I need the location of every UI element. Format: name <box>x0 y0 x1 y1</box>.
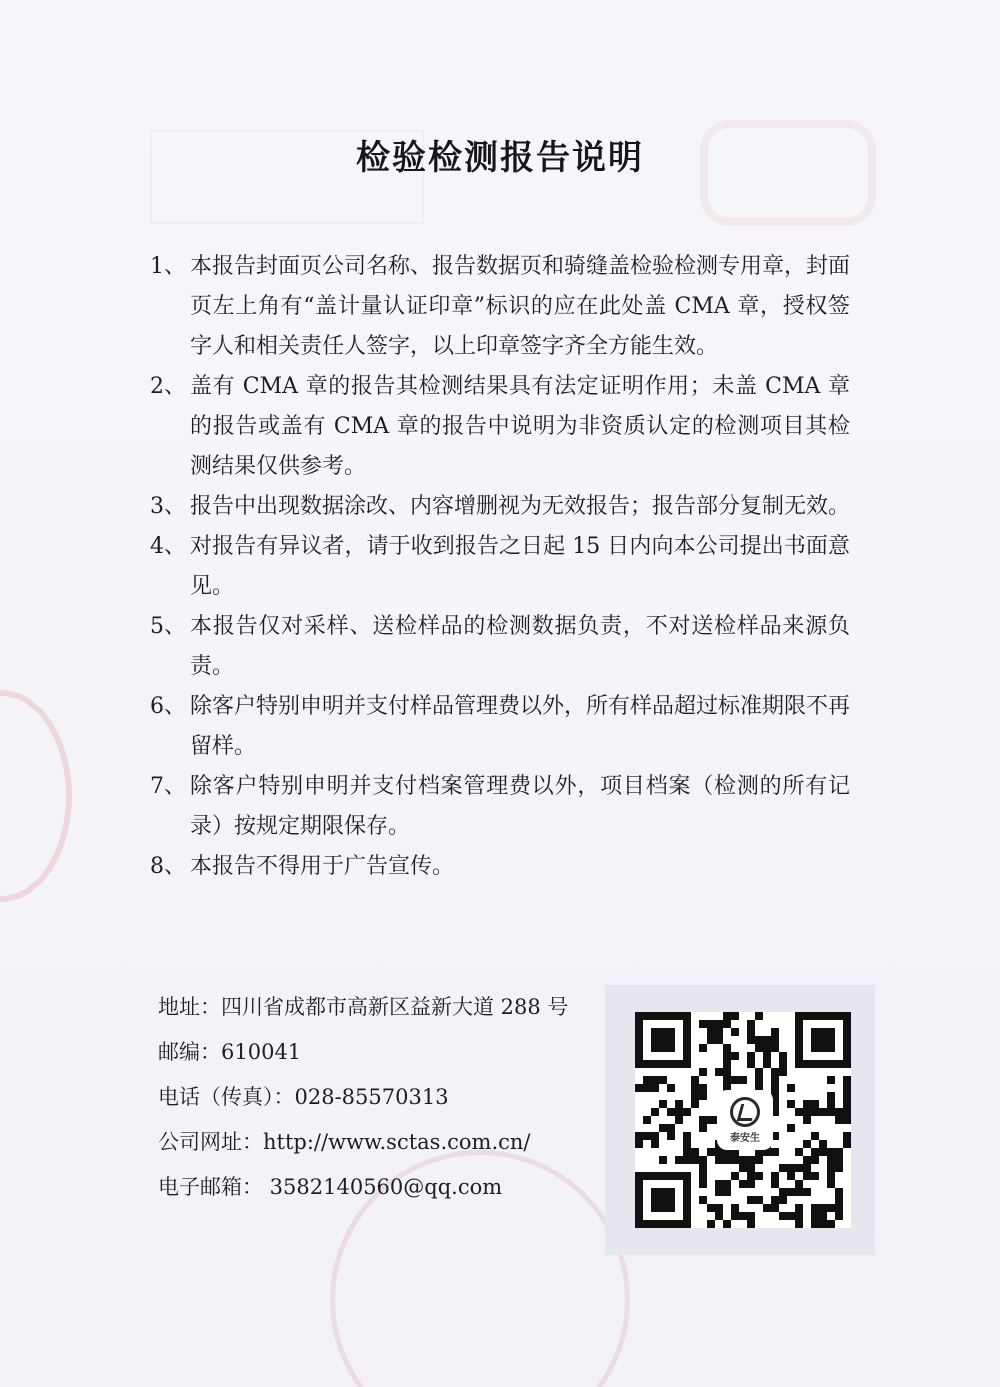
page-title: 检验检测报告说明 <box>356 138 644 178</box>
contact-info <box>158 985 598 1210</box>
logo-mark-icon <box>730 1097 760 1127</box>
item-number: 5、 <box>150 614 186 639</box>
item-number: 8、 <box>150 854 186 879</box>
item-text: 对报告有异议者，请于收到报告之日起 15 日内向本公司提出书面意见。 <box>190 534 850 599</box>
item-number: 7、 <box>150 774 186 799</box>
contact-postcode: 邮编：610041 <box>158 1040 302 1064</box>
contact-website[interactable]: 公司网址：http://www.sctas.com.cn/ <box>158 1130 531 1154</box>
list-item <box>150 247 850 367</box>
item-text: 盖有 CMA 章的报告其检测结果具有法定证明作用；未盖 CMA 章的报告或盖有 CMA 章的报告中说明为非资质认定的检测项目其检测结果仅供参考。 <box>190 374 850 479</box>
list-item <box>150 487 850 527</box>
contact-address: 地址：四川省成都市高新区益新大道 288 号 <box>158 995 569 1019</box>
list-item <box>150 527 850 607</box>
qr-code-panel <box>605 985 875 1255</box>
item-text: 报告中出现数据涂改、内容增删视为无效报告；报告部分复制无效。 <box>190 494 851 519</box>
contact-email[interactable]: 电子邮箱： 3582140560@qq.com <box>158 1175 503 1199</box>
logo-text: 泰安生 <box>730 1132 760 1144</box>
item-number: 6、 <box>150 694 186 719</box>
item-text: 除客户特别申明并支付档案管理费以外，项目档案（检测的所有记录）按规定期限保存。 <box>190 774 850 839</box>
instructions-list <box>150 247 850 887</box>
item-number: 3、 <box>150 494 186 519</box>
qr-code-icon <box>635 1012 851 1228</box>
item-text: 本报告不得用于广告宣传。 <box>190 854 455 879</box>
company-logo <box>719 1092 771 1148</box>
item-text: 本报告封面页公司名称、报告数据页和骑缝盖检验检测专用章，封面页左上角有“盖计量认证印章”标识的应在此处盖 CMA 章，授权签字人和相关责任人签字，以上印章签字齐全方能生效。 <box>190 254 851 359</box>
list-item <box>150 847 850 887</box>
list-item <box>150 367 850 487</box>
list-item <box>150 767 850 847</box>
item-number: 4、 <box>150 534 186 559</box>
item-text: 本报告仅对采样、送检样品的检测数据负责，不对送检样品来源负责。 <box>190 614 850 679</box>
bleed-through-seal-left <box>0 690 72 902</box>
list-item <box>150 687 850 767</box>
item-text: 除客户特别申明并支付样品管理费以外，所有样品超过标准期限不再留样。 <box>190 694 851 759</box>
item-number: 2、 <box>150 374 186 399</box>
list-item <box>150 607 850 687</box>
item-number: 1、 <box>150 254 186 279</box>
contact-phone: 电话（传真）：028-85570313 <box>158 1085 449 1109</box>
